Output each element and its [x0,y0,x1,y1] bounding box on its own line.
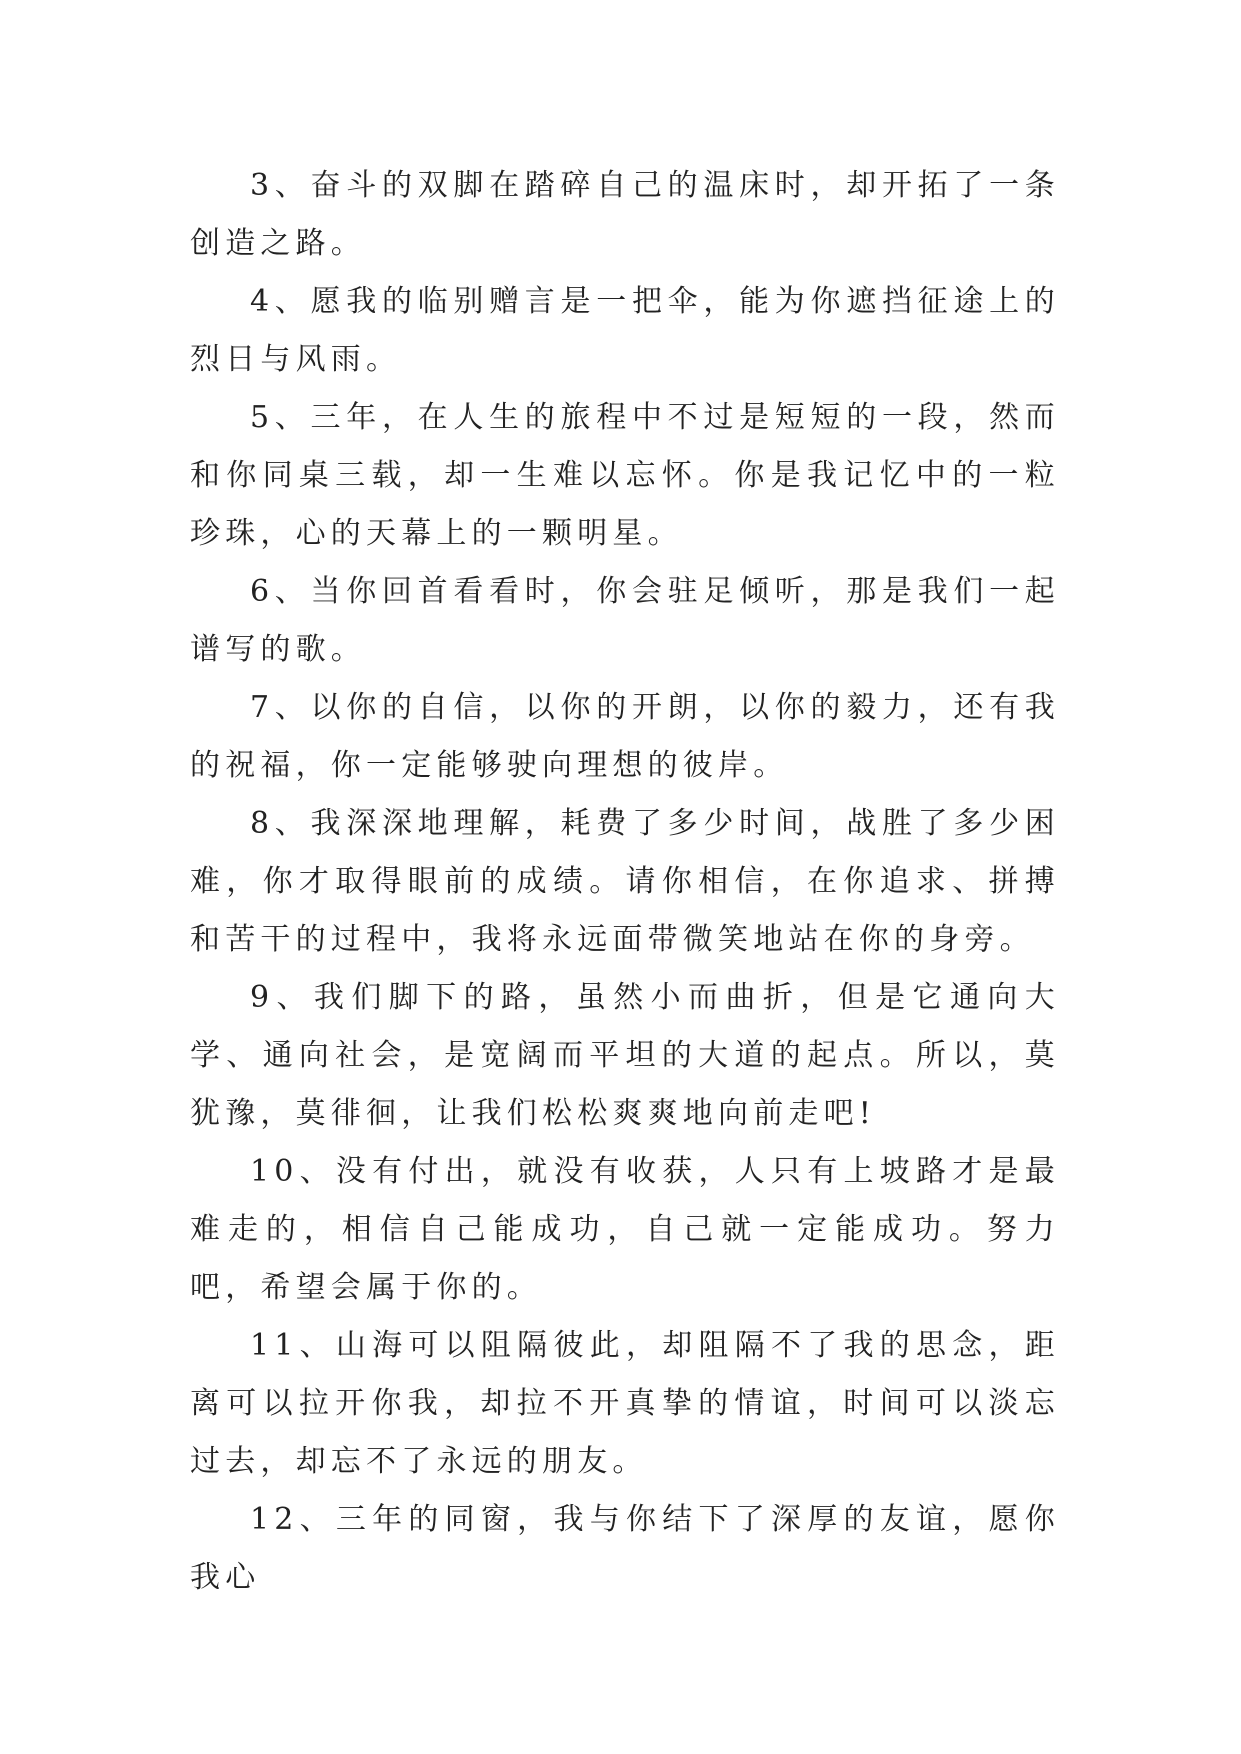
paragraph-6: 6、当你回首看看时，你会驻足倾听，那是我们一起谱写的歌。 [190,574,1060,667]
paragraph-11: 11、山海可以阻隔彼此，却阻隔不了我的思念，距离可以拉开你我，却拉不开真挚的情谊，时间可以淡忘过去，却忘不了永远的朋友。 [190,1328,1060,1479]
paragraph-7: 7、以你的自信，以你的开朗，以你的毅力，还有我的祝福，你一定能够驶向理想的彼岸。 [190,690,1060,783]
document-body [190,157,1060,1607]
paragraph-5: 5、三年，在人生的旅程中不过是短短的一段，然而和你同桌三载，却一生难以忘怀。你是我记忆中的一粒珍珠，心的天幕上的一颗明星。 [190,400,1060,551]
paragraph-4: 4、愿我的临别赠言是一把伞，能为你遮挡征途上的烈日与风雨。 [190,284,1060,377]
paragraph-10: 10、没有付出，就没有收获，人只有上坡路才是最难走的，相信自己能成功，自己就一定能成功。努力吧，希望会属于你的。 [190,1154,1060,1305]
paragraph-12: 12、三年的同窗，我与你结下了深厚的友谊，愿你我心 [190,1502,1060,1595]
paragraph-3: 3、奋斗的双脚在踏碎自己的温床时，却开拓了一条创造之路。 [190,168,1060,261]
paragraph-9: 9、我们脚下的路，虽然小而曲折，但是它通向大学、通向社会，是宽阔而平坦的大道的起点。所以，莫犹豫，莫徘徊，让我们松松爽爽地向前走吧! [190,980,1060,1131]
paragraph-8: 8、我深深地理解，耗费了多少时间，战胜了多少困难，你才取得眼前的成绩。请你相信，在你追求、拼搏和苦干的过程中，我将永远面带微笑地站在你的身旁。 [190,806,1060,957]
